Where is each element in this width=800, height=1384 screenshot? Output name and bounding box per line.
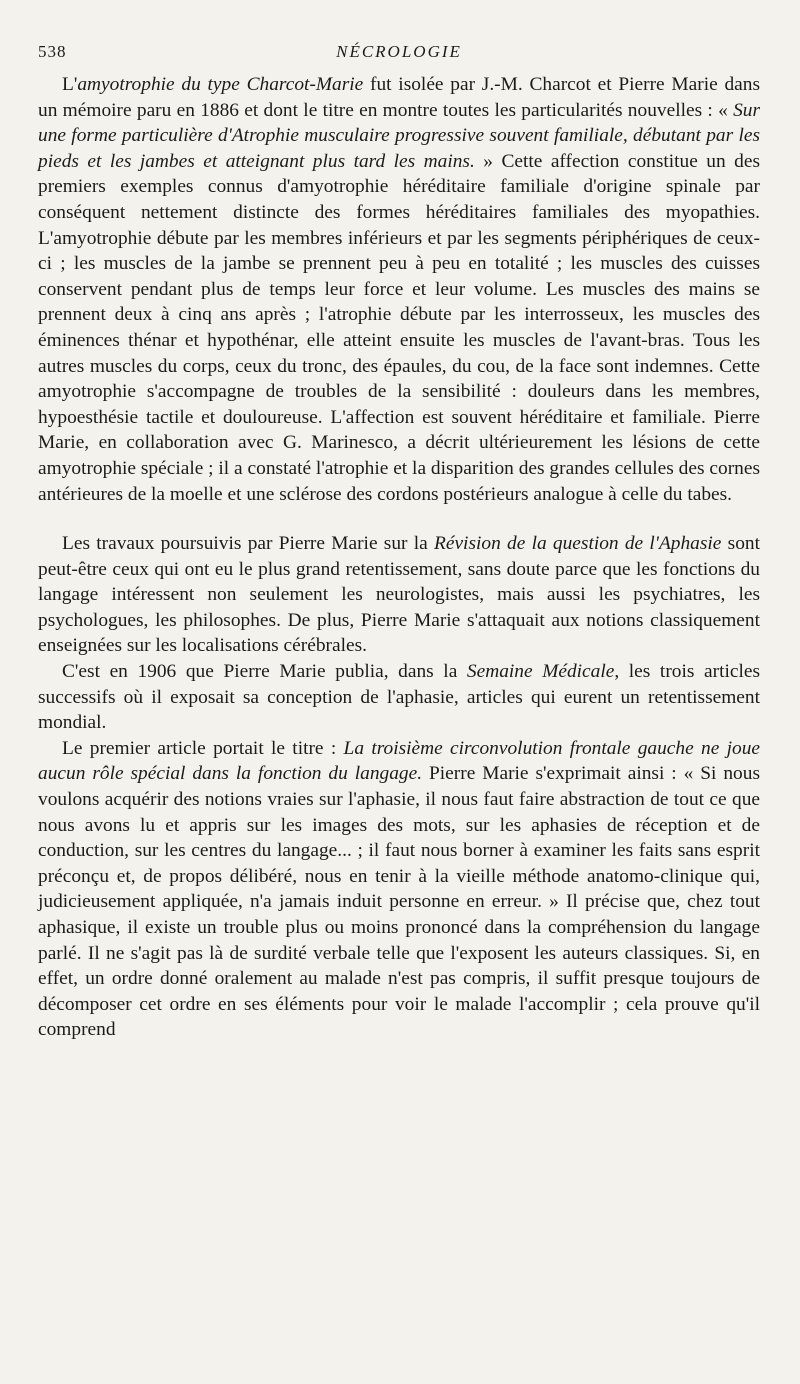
text-run: sont peut-être ceux qui ont eu le plus grand retentissement, sans doute parce que les fonctions du langage intéressent non seulement les neurologistes, mais aussi les psychiatres, les psychologues, les philosophes. De plus, Pierre Marie s'attaquait aux notions classiquement enseignées sur les localisations cérébrales. bbox=[38, 533, 760, 657]
italic-text-run: La troisième circonvolution frontale gauche ne joue aucun rôle spécial dans la fonction du langage. bbox=[38, 737, 760, 785]
text-run: , les trois articles successifs où il exposait sa conception de l'aphasie, articles qui eurent un retentissement mondial. bbox=[38, 661, 760, 734]
body-text bbox=[38, 72, 760, 1043]
page-number: 538 bbox=[38, 42, 67, 61]
text-run: L' bbox=[62, 74, 78, 95]
text-run: Le premier article portait le titre : bbox=[62, 737, 344, 759]
italic-text-run: Sur une forme particulière d'Atrophie musculaire progressive souvent familiale, débutant par les pieds et les jambes et atteignant plus tard les mains. bbox=[38, 99, 760, 172]
text-run: » Cette affection constitue un des premiers exemples connus d'amyotrophie héréditaire familiale d'origine spinale par conséquent nettement distincte des formes héréditaires familiales des myopathies. L'amyotrophie débute par les membres inférieurs et par les segments périphériques de ceux-ci ; les muscles de la jambe se prennent peu à peu en totalité ; les muscles des cuisses conservent pendant plus de temps leur force et leur volume. Les muscles des mains se prennent deux à cinq ans après ; l'atrophie débute par les interrosseux, les muscles des éminences thénar et hypothénar, elle atteint ensuite les muscles de l'avant-bras. Tous les autres muscles du corps, ceux du tronc, des épaules, du cou, de la face sont indemnes. Cette amyotrophie s'accompagne de troubles de la sensibilité : douleurs dans les membres, hypoesthésie tactile et douloureuse. L'affection est souvent héréditaire et familiale. Pierre Marie, en collaboration avec G. Marinesco, a décrit ultérieurement les lésions de cette amyotrophie spéciale ; il a constaté l'atrophie et la disparition des grandes cellules des cornes antérieures de la moelle et une sclérose des cordons postérieurs analogue à celle du tabes. bbox=[38, 150, 761, 505]
italic-text-run: amyotrophie du type Charcot-Marie bbox=[77, 74, 364, 95]
running-title: NÉCROLOGIE bbox=[336, 42, 462, 61]
italic-text-run: Révision de la question de l'Aphasie bbox=[434, 533, 722, 555]
text-run: C'est en 1906 que Pierre Marie publia, dans la bbox=[62, 661, 467, 683]
italic-text-run: Semaine Médicale bbox=[466, 661, 615, 683]
text-run: fut isolée par J.-M. Charcot et Pierre Marie dans un mémoire paru en 1886 et dont le titre en montre toutes les particularités nouvelles : « bbox=[38, 74, 760, 121]
text-run: Les travaux poursuivis par Pierre Marie sur la bbox=[62, 533, 434, 555]
running-header bbox=[38, 42, 760, 72]
paragraph bbox=[38, 659, 760, 736]
paragraph bbox=[38, 736, 760, 1043]
paragraph bbox=[38, 72, 760, 507]
paragraph bbox=[38, 531, 760, 659]
text-run: Pierre Marie s'exprimait ainsi : « Si nous voulons acquérir des notions vraies sur l'aphasie, il nous faut faire abstraction de tout ce que nous avons lu et appris sur les images des mots, sur les aphasies de réception et de conduction, sur les centres du langage... ; il faut nous borner à examiner les faits sans esprit préconçu et, de propos délibéré, nous en tenir à la vieille méthode anatomo-clinique qui, judicieusement appliquée, n'a jamais induit personne en erreur. » Il précise que, chez tout aphasique, il existe un trouble plus ou moins prononcé dans la compréhension du langage parlé. Il ne s'agit pas là de surdité verbale telle que l'exposent les auteurs classiques. Si, en effet, un ordre donné oralement au malade n'est pas compris, il suffit presque toujours de décomposer cet ordre en ses éléments pour voir le malade l'accomplir ; cela prouve qu'il comprend bbox=[38, 763, 760, 1041]
